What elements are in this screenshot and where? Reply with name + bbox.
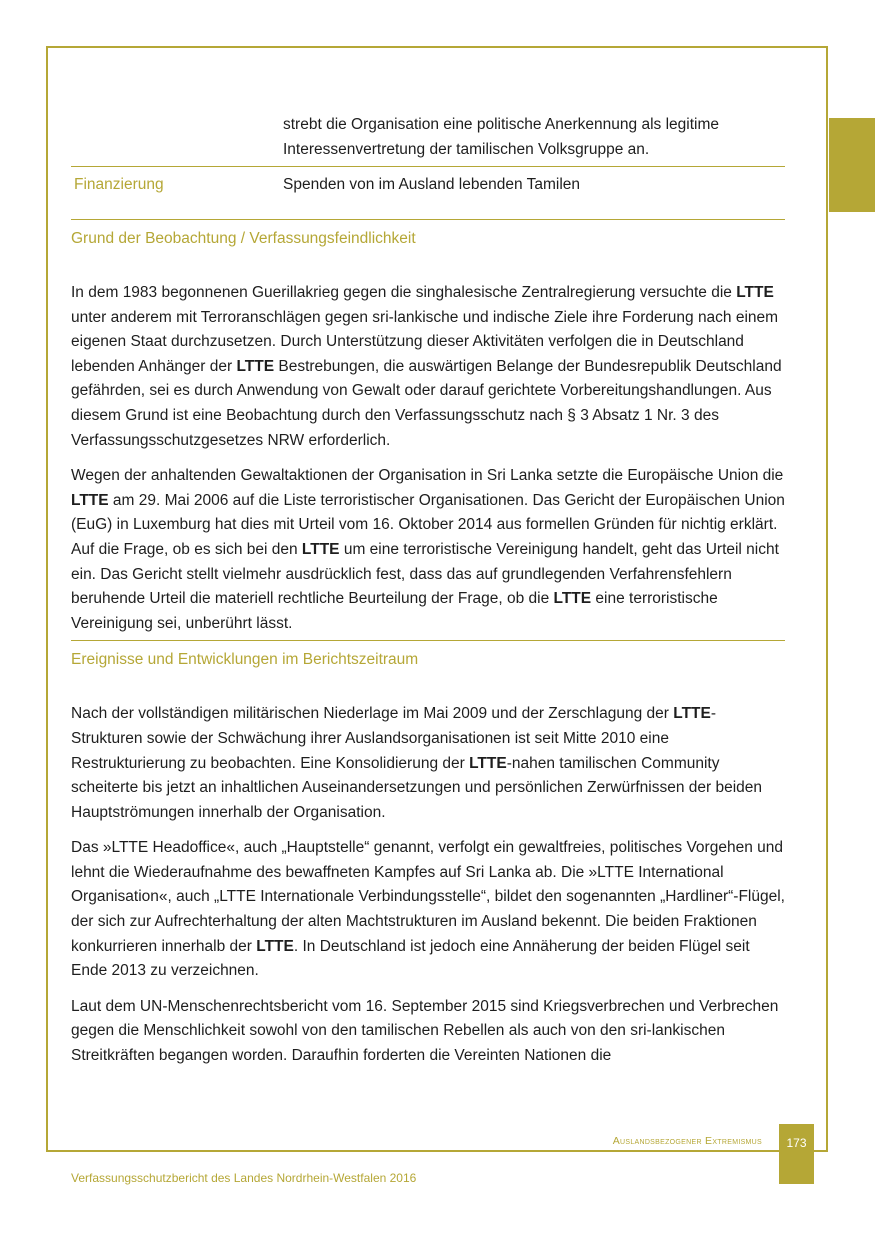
- ltte-bold: LTTE: [71, 491, 109, 509]
- footer-section-label: Auslandsbezogener Extremismus: [612, 1135, 762, 1147]
- intro-line: Interessenvertretung der tamilischen Volksgruppe an.: [283, 141, 650, 158]
- finanzierung-row: [71, 167, 785, 219]
- ltte-bold: LTTE: [469, 754, 507, 772]
- text-run: unter anderem mit Terroranschlägen gegen sri-lankische und indische Ziele ihre Forderung nach einem eigenen Staat durchzusetzen. Durch Unterstützung dieser Aktivitäten verfolgen die in Deutschland lebenden Anhänger der: [71, 308, 779, 375]
- text-run: Das »LTTE Headoffice«, auch „Hauptstelle“ genannt, verfolgt ein gewaltfreies, politisches Vorgehen und lehnt die Wiederaufnahme des bewaffneten Kampfes auf Sri Lanka ab. Die »LTTE International Organisation«, auch „LTTE Internationale Verbindungsstelle“, bildet den sogenannten „Hardliner“-Flügel, der sich zur Aufrechterhaltung der alten Machtstrukturen im Ausland bekennt. Die beiden Fraktionen konkurrieren innerhalb der: [71, 839, 785, 955]
- text-run: Nach der vollständigen militärischen Niederlage im Mai 2009 und der Zerschlagung der: [71, 705, 674, 723]
- text-run: -nahen tamilischen Community scheiterte bis jetzt an inhaltlichen Auseinandersetzungen und persönlichen Zerwürfnissen der beiden Hauptströmungen innerhalb der Organisation.: [71, 754, 763, 821]
- paragraph: [71, 281, 785, 453]
- intro-line: strebt die Organisation eine politische Anerkennung als legitime: [283, 116, 719, 133]
- ltte-bold: LTTE: [236, 357, 275, 375]
- ltte-bold: LTTE: [301, 540, 340, 558]
- text-run: Bestrebungen, die auswärtigen Belange der Bundesrepublik Deutschland gefährden, sei es durch Anwendung von Gewalt oder darauf gerichtete Vorbereitungshandlungen. Aus diesem Grund ist eine Beobachtung durch den Verfassungsschutz nach § 3 Absatz 1 Nr. 3 des Verfassungsschutzgesetzes NRW erforderlich.: [71, 357, 782, 449]
- page-content: [71, 112, 785, 1069]
- text-run: In dem 1983 begonnenen Guerillakrieg gegen die singhalesische Zentralregierung versuchte die: [71, 284, 737, 301]
- text-run: eine terroristische Vereinigung sei, unberührt lässt.: [71, 590, 718, 632]
- paragraph: [71, 464, 785, 636]
- chapter-tab-marker: [829, 118, 875, 212]
- section-heading-ereignisse: Ereignisse und Entwicklungen im Berichtszeitraum: [71, 651, 419, 669]
- table-intro-text: [283, 112, 785, 166]
- footer-report-title: Verfassungsschutzbericht des Landes Nordrhein-Westfalen 2016: [71, 1171, 417, 1185]
- paragraph: Laut dem UN-Menschenrechtsbericht vom 16. September 2015 sind Kriegsverbrechen und Verbrechen gegen die Menschlichkeit sowohl von den tamilischen Rebellen als auch von den sri-lankischen Streitkräften begangen worden. Daraufhin forderten die Vereinten Nationen die: [71, 997, 779, 1065]
- ltte-bold: LTTE: [256, 937, 294, 955]
- text-run: am 29. Mai 2006 auf die Liste terroristischer Organisationen. Das Gericht der Europäischen Union (EuG) in Luxemburg hat dies mit Urteil vom 16. Oktober 2014 aus formellen Gründen für nichtig erklärt. Auf die Frage, ob es sich bei den: [71, 491, 785, 558]
- text-run: um eine terroristische Vereinigung handelt, geht das Urteil nicht ein. Das Gericht stellt vielmehr ausdrücklich fest, dass das auf grundlegenden Verfahrensfehlern beruhende Urteil die materiell rechtliche Beurteilung der Frage, ob die: [71, 540, 779, 608]
- paragraph: [71, 836, 785, 984]
- ltte-bold: LTTE: [673, 705, 711, 723]
- page-number: 173: [779, 1124, 814, 1184]
- text-run: -Strukturen sowie der Schwächung ihrer Auslandsorganisationen ist seit Mitte 2010 eine Restrukturierung zu beobachten. Eine Konsolidierung der: [71, 705, 717, 772]
- section-heading-beobachtung: Grund der Beobachtung / Verfassungsfeindlichkeit: [71, 230, 416, 247]
- ltte-bold: LTTE: [736, 284, 774, 301]
- finanzierung-value: Spenden von im Ausland lebenden Tamilen: [283, 176, 581, 193]
- finanzierung-label: Finanzierung: [74, 176, 164, 193]
- paragraph: [71, 702, 785, 825]
- text-run: . In Deutschland ist jedoch eine Annäherung der beiden Flügel seit Ende 2013 zu verzeichnen.: [71, 937, 750, 980]
- text-run: Wegen der anhaltenden Gewaltaktionen der Organisation in Sri Lanka setzte die Europäische Union die: [71, 467, 784, 485]
- ltte-bold: LTTE: [553, 590, 592, 608]
